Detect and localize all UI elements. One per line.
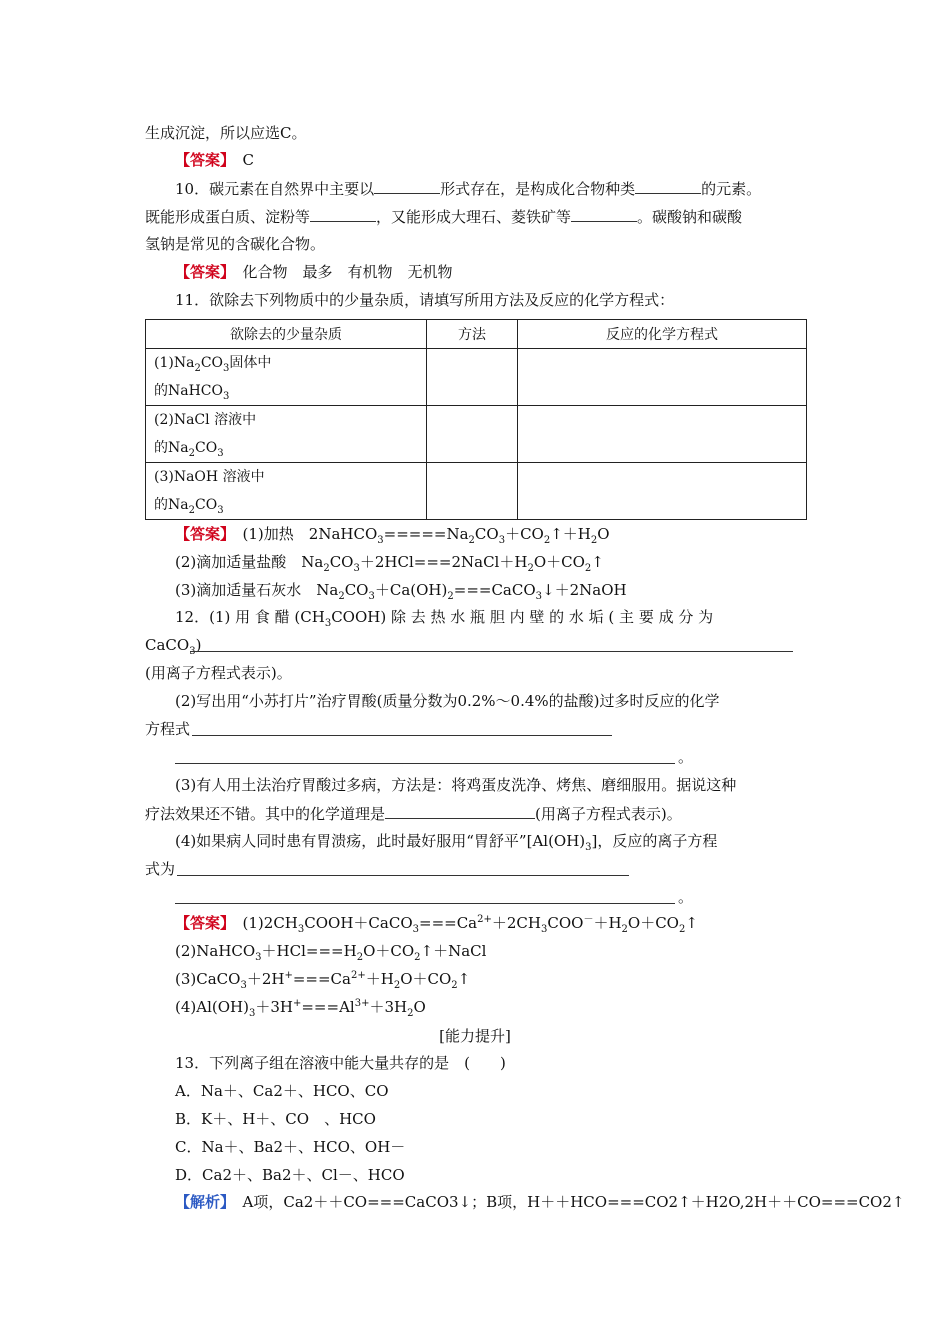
subscript: 3 <box>223 390 230 402</box>
superscript: 2+ <box>350 970 366 981</box>
answer-11-line1 <box>175 524 610 544</box>
subscript: 3 <box>255 952 262 963</box>
superscript: 2+ <box>477 914 492 925</box>
table-row <box>146 406 807 463</box>
question-11: 11．欲除去下列物质中的少量杂质，请填写所用方法及反应的化学方程式： <box>175 291 675 309</box>
method-cell <box>427 349 518 406</box>
cell-text: (1)Na <box>154 355 195 371</box>
answer-12-line2 <box>175 941 486 961</box>
question-12-line10: 式为 <box>145 860 176 878</box>
cell-text: CO <box>200 355 224 371</box>
answer-12-line4 <box>175 997 426 1017</box>
answer-text: ↓＋2NaOH <box>542 581 627 599</box>
q12-text: (用离子方程式表示)。 <box>535 805 682 823</box>
subscript: 2 <box>543 535 551 546</box>
question-10-line3: 氢钠是常见的含碳化合物。 <box>145 235 326 253</box>
subscript: 2 <box>338 591 345 602</box>
cell-text: 的Na <box>154 440 189 456</box>
answer-text: (1)2CH <box>242 914 298 932</box>
answer-12-line3 <box>175 969 470 989</box>
answer-text: ＋3H <box>255 998 293 1016</box>
q12-text: ) <box>195 636 202 654</box>
subscript: 2 <box>678 924 686 935</box>
question-12-line4: (2)写出用“小苏打片”治疗胃酸(质量分数为0.2%～0.4%的盐酸)过多时反应的化学 <box>175 692 720 710</box>
subscript: 3 <box>189 646 196 657</box>
subscript: 3 <box>535 591 543 602</box>
subscript: 3 <box>412 924 419 935</box>
q10-text: 既能形成蛋白质、淀粉等 <box>145 208 311 226</box>
answer-text: COOH＋CaCO <box>304 914 413 932</box>
answer-9 <box>175 150 254 170</box>
subscript: 3 <box>498 535 506 546</box>
answer-text: (2)NaHCO <box>175 942 256 960</box>
q10-text: 10．碳元素在自然界中主要以 <box>175 180 375 198</box>
option-c: C．Na＋、Ba2＋、HCO、OH－ <box>175 1138 406 1156</box>
blank <box>310 206 376 222</box>
q12-text: CaCO <box>145 636 190 654</box>
answer-line <box>177 875 629 876</box>
superscript: + <box>292 998 302 1009</box>
blank <box>374 178 440 194</box>
answer-10 <box>175 262 453 282</box>
q12-text: 12．(1) 用 食 醋 (CH <box>175 608 325 626</box>
answer-text: ＋Ca(OH) <box>374 581 448 599</box>
method-cell <box>427 463 518 520</box>
table-row <box>146 349 807 406</box>
answer-tag: 【答案】 <box>175 263 228 281</box>
answer-11-line3 <box>175 580 627 600</box>
table-cell <box>146 463 427 520</box>
cell-text: 的Na <box>154 497 189 513</box>
answer-text: ＋HCl===H <box>261 942 357 960</box>
q12-text: (4)如果病人同时患有胃溃疡，此时最好服用“胃舒平”[Al(OH) <box>175 832 586 850</box>
answer-text: 化合物 最多 有机物 无机物 <box>242 263 453 281</box>
subscript: 2 <box>584 563 592 574</box>
answer-text: ↑＋H <box>550 525 591 543</box>
answer-text: ＋H <box>593 914 622 932</box>
answer-text: CO <box>474 525 499 543</box>
equation-cell <box>518 406 807 463</box>
cell-text: (3)NaOH 溶液中 <box>154 469 265 485</box>
subscript: 3 <box>585 842 592 853</box>
question-13-stem: 13．下列离子组在溶液中能大量共存的是 ( ) <box>175 1054 506 1072</box>
text-line: 生成沉淀，所以应选C。 <box>145 124 307 142</box>
answer-text: ↑ <box>591 553 604 571</box>
answer-text: ＋2CH <box>491 914 541 932</box>
table-header: 欲除去的少量杂质 <box>146 320 427 349</box>
subscript: 2 <box>407 1008 414 1019</box>
answer-text: ===Al <box>301 998 355 1016</box>
subscript: 3 <box>377 535 384 546</box>
q12-text: 疗法效果还不错。其中的化学道理是 <box>145 805 386 823</box>
question-12-line2 <box>145 635 201 655</box>
answer-text: ↑ <box>457 970 471 988</box>
question-12-line9 <box>175 831 717 851</box>
subscript: 3 <box>368 591 375 602</box>
subscript: 2 <box>356 952 364 963</box>
answer-text: O <box>597 525 610 543</box>
subscript: 3 <box>248 1008 256 1019</box>
subscript: 2 <box>323 563 330 574</box>
answer-text: COO <box>547 914 584 932</box>
subscript: 3 <box>217 447 224 459</box>
subscript: 2 <box>188 447 195 459</box>
answer-text: ↑ <box>685 914 698 932</box>
subscript: 2 <box>451 980 458 991</box>
impurity-table <box>145 319 807 520</box>
answer-text: ＋CO <box>505 525 544 543</box>
q10-text: 。碳酸钠和碳酸 <box>637 208 743 226</box>
answer-text: ↑＋NaCl <box>420 942 487 960</box>
answer-text: (1)加热 2NaHCO <box>242 525 378 543</box>
answer-line <box>175 763 675 764</box>
answer-text: (3)CaCO <box>175 970 241 988</box>
table-header-row <box>146 320 807 349</box>
analysis-13 <box>175 1192 904 1212</box>
answer-text: (4)Al(OH) <box>175 998 249 1016</box>
subscript: 3 <box>223 362 230 374</box>
answer-text: O <box>413 998 426 1016</box>
answer-tag: 【答案】 <box>175 914 228 932</box>
answer-line <box>192 735 612 736</box>
superscript: + <box>284 970 293 981</box>
q10-text: 的元素。 <box>701 180 762 198</box>
question-12-line1 <box>175 607 713 627</box>
answer-text: ＋3H <box>369 998 408 1016</box>
table-header: 反应的化学方程式 <box>518 320 807 349</box>
subscript: 2 <box>468 535 475 546</box>
answer-text: C <box>242 151 255 169</box>
option-a: A．Na＋、Ca2＋、HCO、CO <box>175 1082 389 1100</box>
answer-text: (2)滴加适量盐酸 Na <box>175 553 324 571</box>
table-cell <box>146 406 427 463</box>
q10-text: ，又能形成大理石、菱铁矿等 <box>376 208 572 226</box>
subscript: 3 <box>240 980 247 991</box>
cell-text: CO <box>194 497 218 513</box>
subscript: 2 <box>621 924 628 935</box>
subscript: 2 <box>194 362 201 374</box>
subscript: 2 <box>393 980 401 991</box>
superscript: － <box>583 914 594 925</box>
answer-text: CO <box>344 581 369 599</box>
question-12-line7: (3)有人用土法治疗胃酸过多病，方法是：将鸡蛋皮洗净、烤焦、磨细服用。据说这种 <box>175 776 737 794</box>
cell-text: CO <box>194 440 218 456</box>
subscript: 2 <box>414 952 421 963</box>
answer-text: ===Ca <box>419 914 478 932</box>
superscript: 3+ <box>354 998 370 1009</box>
q12-text: COOH) 除 去 热 水 瓶 胆 内 壁 的 水 垢 ( 主 要 成 分 为 <box>331 608 714 626</box>
question-12-line8 <box>145 803 682 824</box>
method-cell <box>427 406 518 463</box>
question-10 <box>175 178 761 199</box>
cell-text: 的NaHCO <box>154 383 223 399</box>
cell-text: 固体中 <box>229 355 272 371</box>
equation-cell <box>518 463 807 520</box>
subscript: 2 <box>527 563 534 574</box>
period: 。 <box>678 888 694 906</box>
subscript: 3 <box>297 924 305 935</box>
answer-text: =====Na <box>383 525 469 543</box>
subscript: 3 <box>353 563 360 574</box>
section-heading: [能力提升] <box>439 1027 511 1045</box>
equation-cell <box>518 349 807 406</box>
answer-text: O＋CO <box>627 914 679 932</box>
subscript: 3 <box>540 924 548 935</box>
table-row <box>146 463 807 520</box>
answer-12-line1 <box>175 913 698 933</box>
subscript: 3 <box>324 618 332 629</box>
answer-text: ＋2HCl===2NaCl＋H <box>359 553 528 571</box>
option-b: B．K＋、H＋、CO 、HCO <box>175 1110 376 1128</box>
answer-text: CO <box>329 553 354 571</box>
option-d: D．Ca2＋、Ba2＋、Cl－、HCO <box>175 1166 405 1184</box>
answer-11-line2 <box>175 552 604 572</box>
period: 。 <box>678 748 694 766</box>
answer-text: ＋2H <box>246 970 285 988</box>
q10-text: 形式存在，是构成化合物种类 <box>440 180 636 198</box>
analysis-tag: 【解析】 <box>175 1193 228 1211</box>
q12-text: ]，反应的离子方程 <box>591 832 718 850</box>
subscript: 2 <box>447 591 454 602</box>
answer-text: ===CaCO <box>453 581 536 599</box>
question-10-line2 <box>145 206 742 227</box>
subscript: 2 <box>590 535 598 546</box>
blank <box>385 803 535 819</box>
blank <box>635 178 701 194</box>
answer-text: O＋CO <box>533 553 585 571</box>
table-cell <box>146 349 427 406</box>
answer-text: ＋H <box>365 970 394 988</box>
answer-text: O＋CO <box>363 942 415 960</box>
cell-text: (2)NaCl 溶液中 <box>154 412 257 428</box>
subscript: 3 <box>217 504 224 516</box>
analysis-text: A项，Ca2＋＋CO===CaCO3↓；B项，H＋＋HCO===CO2↑＋H2O,2H＋＋CO===CO2↑ <box>242 1193 905 1211</box>
question-12-line5: 方程式 <box>145 720 191 738</box>
subscript: 2 <box>188 504 195 516</box>
blank <box>571 206 637 222</box>
answer-tag: 【答案】 <box>175 151 228 169</box>
question-12-line3: (用离子方程式表示)。 <box>145 664 292 682</box>
answer-text: (3)滴加适量石灰水 Na <box>175 581 339 599</box>
answer-text: ===Ca <box>292 970 351 988</box>
answer-text: O＋CO <box>400 970 452 988</box>
answer-line <box>175 903 675 904</box>
table-header: 方法 <box>427 320 518 349</box>
answer-tag: 【答案】 <box>175 525 228 543</box>
answer-line <box>190 651 793 652</box>
